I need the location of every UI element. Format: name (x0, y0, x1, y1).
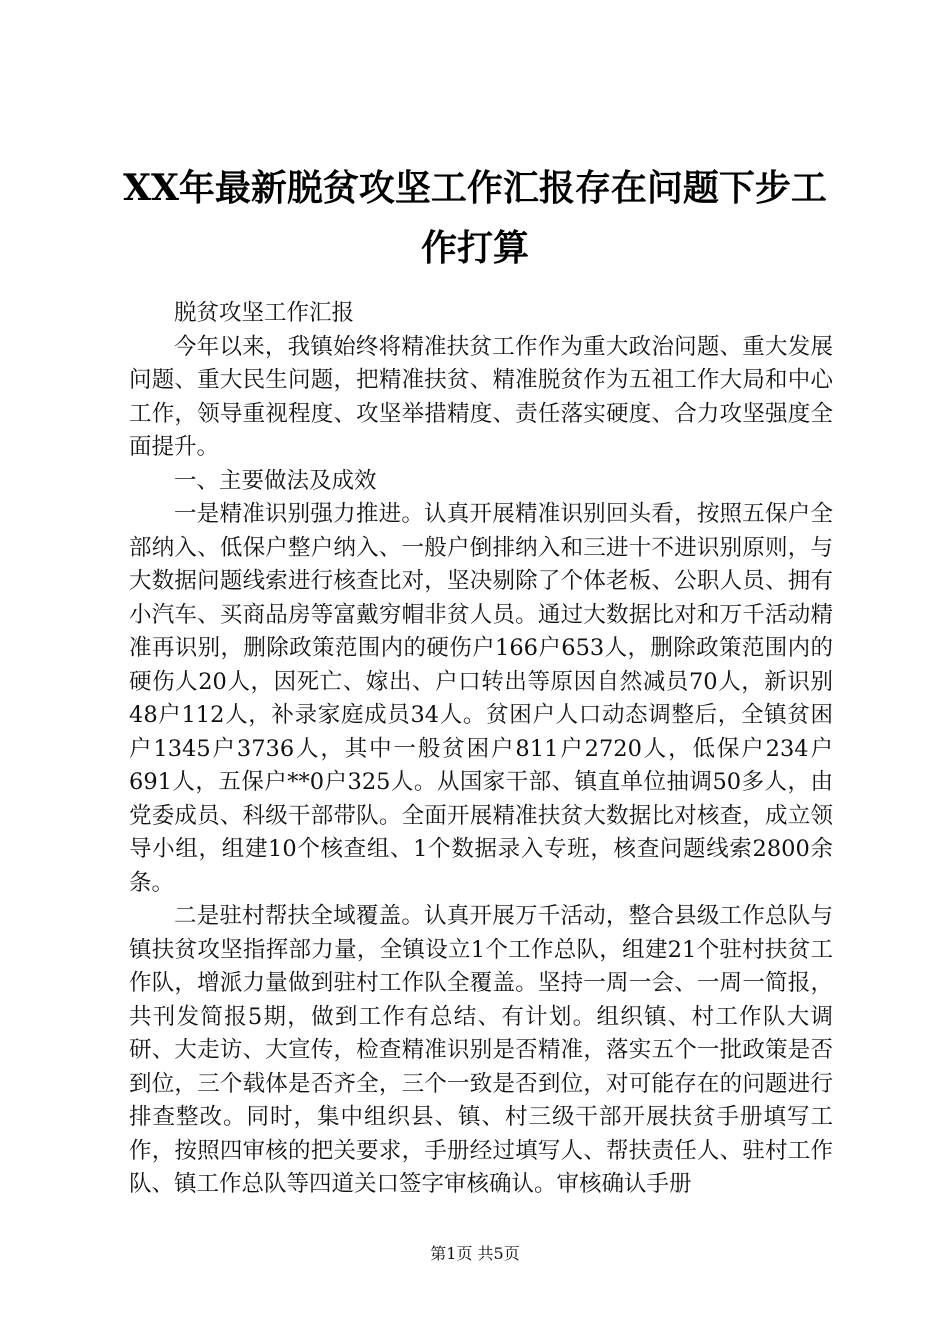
subtitle-paragraph: 脱贫攻坚工作汇报 (174, 300, 355, 326)
body-paragraph: 二是驻村帮扶全域覆盖。认真开展万千活动，整合县级工作总队与镇扶贫攻坚指挥部力量，全镇设立1个工作总队，组建21个驻村扶贫工作队，增派力量做到驻村工作队全覆盖。坚持一周一会、一周一简报，共刊发简报5期，做到工作有总结、有计划。组织镇、村工作队大调研、大走访、大宣传，检查精准识别是否精准，落实五个一批政策是否到位，三个载体是否齐全，三个一致是否到位，对可能存在的问题进行排查整改。同时，集中组织县、镇、村三级干部开展扶贫手册填写工作，按照四审核的把关要求，手册经过填写人、帮扶责任人、驻村工作队、镇工作总队等四道关口签字审核确认。审核确认手册 (129, 903, 833, 1197)
title-line-2: 作打算 (420, 227, 529, 269)
title-line-1: XX年最新脱贫攻坚工作汇报存在问题下步工 (123, 167, 827, 209)
page-footer: 第1页 共5页 (430, 1244, 520, 1263)
intro-paragraph: 今年以来，我镇始终将精准扶贫工作作为重大政治问题、重大发展问题、重大民生问题，把精准扶贫、精准脱贫作为五祖工作大局和中心工作，领导重视程度、攻坚举措精度、责任落实硬度、合力攻坚强度全面提升。 (129, 333, 833, 460)
body-paragraph: 一是精准识别强力推进。认真开展精准识别回头看，按照五保户全部纳入、低保户整户纳入、一般户倒排纳入和三进十不进识别原则，与大数据问题线索进行核查比对，坚决剔除了个体老板、公职人员、拥有小汽车、买商品房等富戴穷帽非贫人员。通过大数据比对和万千活动精准再识别，删除政策范围内的硬伤户166户653人，删除政策范围内的硬伤人20人，因死亡、嫁出、户口转出等原因自然减员70人，新识别48户112人，补录家庭成员34人。贫困户人口动态调整后，全镇贫困户1345户3736人，其中一般贫困户811户2720人，低保户234户691人，五保户**0户325人。从国家干部、镇直单位抽调50多人，由党委成员、科级干部带队。全面开展精准扶贫大数据比对核查，成立领导小组，组建10个核查组、1个数据录入专班，核查问题线索2800余条。 (129, 501, 833, 896)
section-heading: 一、主要做法及成效 (174, 467, 377, 494)
document-title (120, 158, 830, 278)
document-body (129, 297, 833, 1202)
